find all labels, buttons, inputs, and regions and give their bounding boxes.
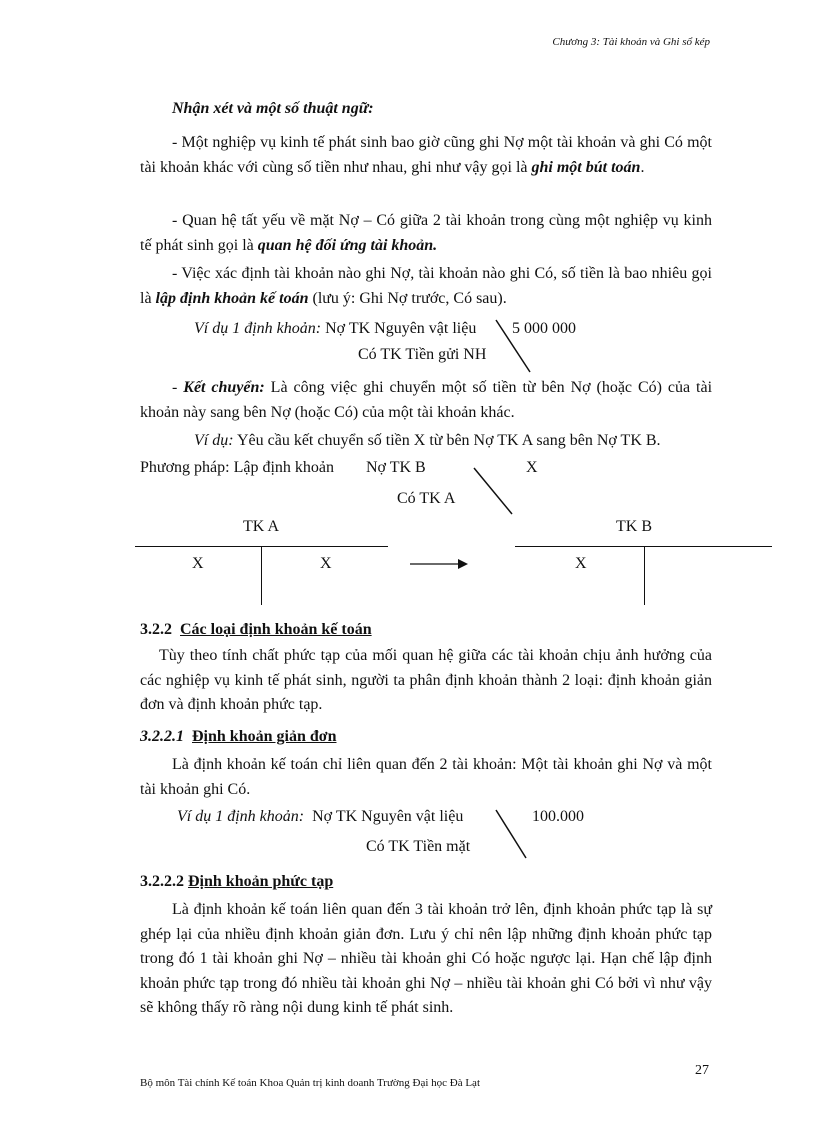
section-3221-heading (140, 728, 337, 746)
remarks-p2-text: - Quan hệ tất yếu về mặt Nợ – Có giữa 2 tài khoản trong cùng một nghiệp vụ kinh tế phát sinh gọi là (140, 212, 712, 254)
t-account-a-divider (261, 547, 262, 605)
remarks-title: Nhận xét và một số thuật ngữ: (172, 100, 374, 117)
section-3222-text: Là định khoản kế toán liên quan đến 3 tài khoản trở lên, định khoản phức tạp là sự ghép lại của nhiều định khoản giản đơn. Lưu ý chỉ nên lập những định khoản phức tạp trong đó 1 tài khoản ghi Nợ – nhiều tài khoản ghi Có hoặc ngược lại. Hạn chế lập định khoản phức tạp trong đó nhiều tài khoản ghi Nợ – nhiều tài khoản ghi Có bởi vì như vậy sẽ không thấy rõ ràng nội dung kinh tế phát sinh. (140, 901, 712, 1016)
transfer-entry-slash (472, 466, 516, 518)
example1-debit: Nợ TK Nguyên vật liệu (325, 320, 477, 337)
remarks-p3-end: (lưu ý: Ghi Nợ trước, Có sau). (308, 289, 507, 307)
section-322-number: 3.2.2 (140, 621, 172, 638)
t-account-a-credit: X (320, 555, 332, 572)
section-3221-number: 3.2.2.1 (140, 728, 184, 745)
t-account-b-title: TK B (616, 518, 652, 535)
transfer-example-text: Yêu cầu kết chuyển số tiền X từ bên Nợ TK A sang bên Nợ TK B. (233, 432, 661, 449)
remarks-paragraph-1 (140, 131, 712, 180)
example1-line (194, 320, 476, 338)
example2-debit: Nợ TK Nguyên vật liệu (312, 808, 464, 825)
footer-org: Bộ môn Tài chính Kế toán Khoa Quản trị kinh doanh Trường Đại học Đà Lạt (140, 1077, 480, 1089)
section-3221-text: Là định khoản kế toán chỉ liên quan đến 2 tài khoản: Một tài khoản ghi Nợ và một tài khoản ghi Có. (140, 756, 712, 798)
example1-entry-slash (494, 318, 534, 376)
remarks-paragraph-3 (140, 262, 712, 311)
example2-entry-slash (494, 808, 530, 862)
transfer-method: Phương pháp: Lập định khoản (140, 459, 334, 476)
transfer-debit: Nợ TK B (366, 459, 426, 476)
remarks-p1-end: . (640, 158, 645, 176)
section-3222-heading (140, 873, 333, 891)
term-ket-chuyen: Kết chuyển: (183, 379, 265, 396)
example2-label: Ví dụ 1 định khoản: (177, 808, 305, 825)
transfer-example-label: Ví dụ: (194, 432, 234, 449)
t-account-a-debit: X (192, 555, 204, 572)
t-account-a-title: TK A (243, 518, 279, 535)
transfer-paragraph (140, 376, 712, 425)
term-but-toan: ghi một bút toán (531, 158, 641, 176)
transfer-amount: X (526, 459, 538, 476)
section-322-text: Tùy theo tính chất phức tạp của mối quan hệ giữa các tài khoản chịu ảnh hưởng của các nghiệp vụ kinh tế phát sinh, người ta phân định khoản thành 2 loại: định khoản giản đơn và định khoản phức tạp. (140, 647, 712, 713)
section-3221-title: Định khoản giản đơn (192, 728, 337, 745)
example1-credit: Có TK Tiền gửi NH (358, 346, 487, 363)
section-322-heading (140, 621, 372, 639)
example2-line (177, 808, 463, 826)
transfer-arrow-icon (410, 557, 470, 571)
example1-label: Ví dụ 1 định khoản: (194, 320, 322, 337)
term-lap-dinh-khoan: lập định khoản kế toán (155, 289, 309, 307)
transfer-text: Là công việc ghi chuyển một số tiền từ bên Nợ (hoặc Có) của tài khoản này sang bên Nợ (hoặc Có) của một tài khoản khác. (140, 379, 713, 421)
chapter-header: Chương 3: Tài khoản và Ghi sổ kép (552, 36, 710, 48)
remarks-p1-text: - Một nghiệp vụ kinh tế phát sinh bao giờ cũng ghi Nợ một tài khoản và ghi Có một tài khoản khác với cùng số tiền như nhau, ghi như vậy gọi là (140, 134, 712, 176)
transfer-dash: - (172, 379, 184, 396)
remarks-p3-text: - Việc xác định tài khoản nào ghi Nợ, tài khoản nào ghi Có, số tiền là bao nhiêu gọi là (140, 265, 712, 307)
example1-amount: 5 000 000 (512, 320, 576, 337)
remarks-paragraph-2 (140, 209, 712, 258)
transfer-example-line (194, 432, 661, 450)
section-322-title: Các loại định khoản kế toán (180, 621, 372, 638)
section-3222-title: Định khoản phức tạp (188, 873, 334, 890)
transfer-credit: Có TK A (397, 490, 456, 507)
example2-credit: Có TK Tiền mặt (366, 838, 471, 855)
section-3222-number: 3.2.2.2 (140, 873, 184, 890)
example2-amount: 100.000 (532, 808, 584, 825)
page-number: 27 (695, 1063, 709, 1078)
t-account-b-debit: X (575, 555, 587, 572)
term-doi-ung: quan hệ đối ứng tài khoản. (257, 236, 438, 254)
t-account-b-divider (644, 547, 645, 605)
